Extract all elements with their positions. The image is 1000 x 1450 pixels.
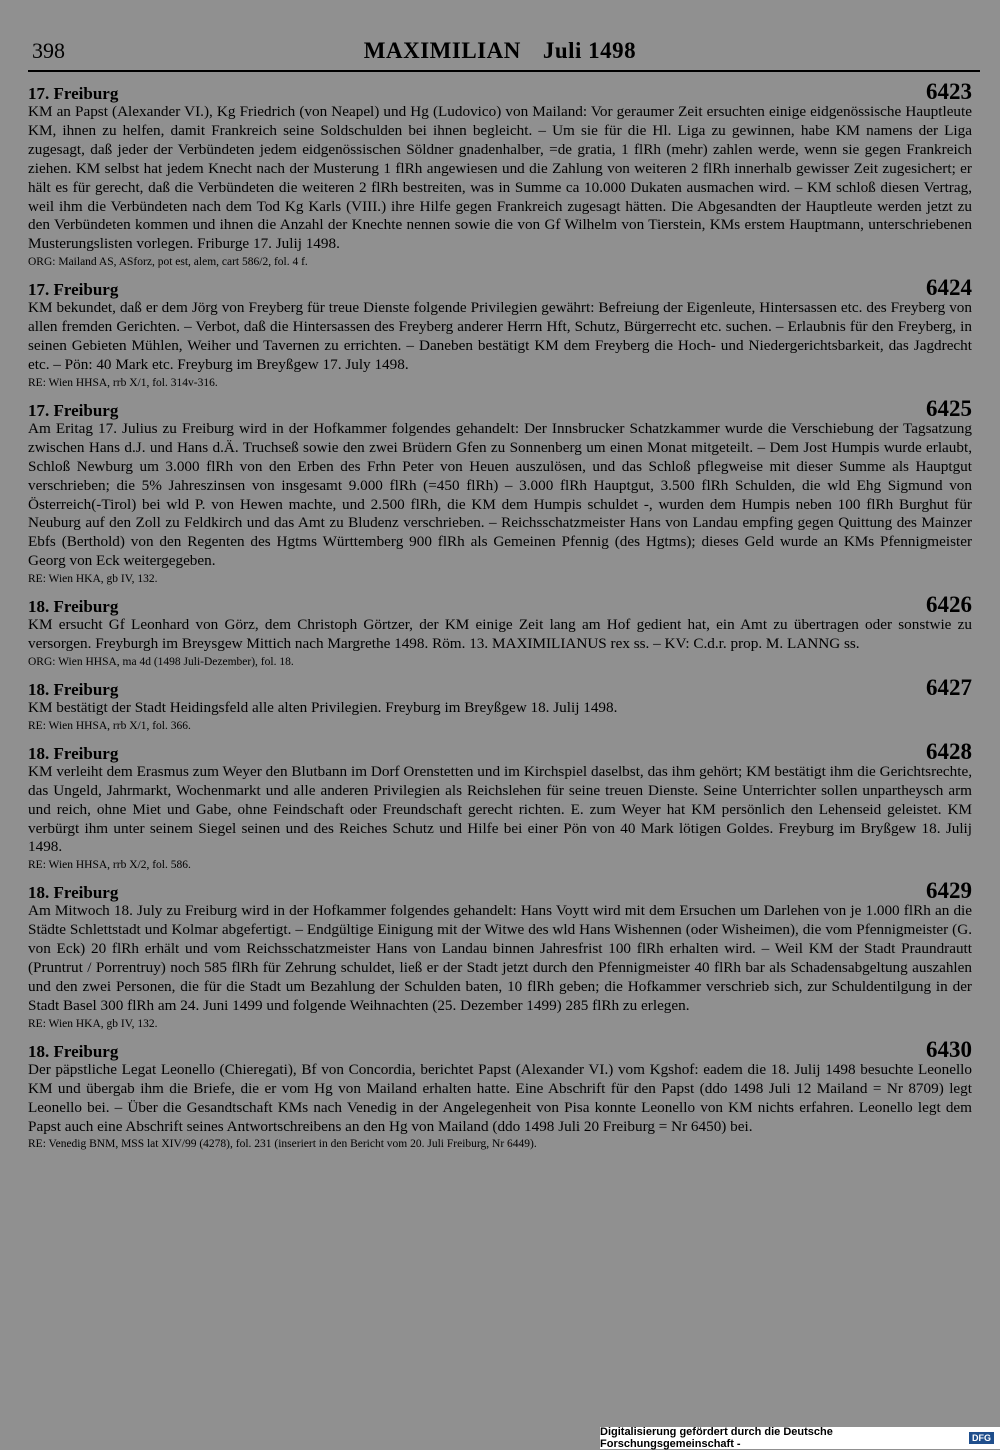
- entry-source: RE: Wien HKA, gb IV, 132.: [28, 1017, 158, 1030]
- entry-heading: [28, 592, 972, 618]
- entry-source: RE: Wien HHSA, rrb X/1, fol. 366.: [28, 719, 191, 732]
- entry-number: 6426: [926, 592, 972, 618]
- running-title-date: Juli 1498: [542, 38, 637, 63]
- regest-entry-6424: [28, 275, 972, 391]
- entry-heading: [28, 395, 972, 421]
- regest-entry-6426: [28, 592, 972, 670]
- entry-date-place: 18. Freiburg: [28, 743, 119, 763]
- entry-source: ORG: Mailand AS, ASforz, pot est, alem, cart 586/2, fol. 4 f.: [28, 256, 308, 269]
- entry-text: KM bestätigt der Stadt Heidingsfeld alle alten Privilegien. Freyburg im Breyßgew 18. Julij 1498.: [28, 698, 618, 716]
- footer-text: Digitalisierung gefördert durch die Deutsche Forschungsgemeinschaft -: [600, 1426, 833, 1450]
- entry-number: 6423: [926, 79, 972, 104]
- entry-text: Der päpstliche Legat Leonello (Chieregati), Bf von Concordia, berichtet Papst (Alexander VI.) vom Kgshof: eadem die 18. Julij 1498 besuchte Leonello KM und übergab ihm die Briefe, die er vom Hg von Mailand erhalten hatte. Eine Abschrift für den Papst (ddo 1498 Juli 12 Mailand = Nr 8709) legt Leonello bei. – Über die Gesandtschaft KMs nach Venedig in der Angelegenheit von Pisa konnte Leonello von KM nichts erfahren. Leonello legt dem Papst auch eine Abschrift seines Antwortschreibens an den Hg von Mailand (ddo 1498 Juli 20 Freiburg = Nr 6450) bei.: [28, 1060, 972, 1135]
- entry-heading: [28, 878, 972, 904]
- entry-date-place: 18. Freiburg: [28, 1041, 119, 1061]
- entry-heading: [28, 79, 972, 104]
- dfg-logo: DFG: [969, 1432, 994, 1444]
- entry-heading: [28, 738, 972, 764]
- entry-date-place: 17. Freiburg: [28, 280, 119, 300]
- page-number: 398: [32, 38, 65, 63]
- entry-heading: [28, 674, 972, 700]
- entry-date-place: 18. Freiburg: [28, 597, 119, 617]
- entry-number: 6428: [926, 738, 972, 764]
- entry-source: RE: Wien HKA, gb IV, 132.: [28, 573, 158, 586]
- regest-entry-6430: [28, 1036, 972, 1153]
- entry-number: 6425: [926, 395, 972, 421]
- entry-number: 6430: [926, 1036, 972, 1062]
- entry-source: RE: Venedig BNM, MSS lat XIV/99 (4278), fol. 231 (inseriert in den Bericht vom 20. Juli Freiburg, Nr 6449).: [28, 1138, 537, 1151]
- entry-text: KM verleiht dem Erasmus zum Weyer den Blutbann im Dorf Orenstetten und im Kirchspiel daselbst, das ihm gehört; KM bestätigt ihm die Gerichtsrechte, das Ungeld, Jahrmarkt, Wochenmarkt und alle anderen Privilegien als Reichslehen für seine treuen Dienste. Seine Unterrichter sollen unpartheysch arm und reich, ohne Miet und Gabe, ohne Feindschaft oder Freundschaft gerecht richten. E. zum Weyer hat KM persönlich den Lehenseid geleistet. KM verbürgt ihm unter seinem Siegel seinen und des Reiches Schutz und Hilfe bei einer Pön von 40 Mark lötigen Goldes. Freyburg im Bryßgew 18. Julij 1498.: [28, 762, 972, 856]
- entry-source: RE: Wien HHSA, rrb X/1, fol. 314v-316.: [28, 376, 218, 389]
- running-title: [28, 38, 972, 64]
- digitization-footer: [600, 1427, 1000, 1449]
- entry-source: RE: Wien HHSA, rrb X/2, fol. 586.: [28, 859, 191, 872]
- entry-date-place: 17. Freiburg: [28, 84, 119, 103]
- regest-entry-6429: [28, 878, 972, 1031]
- header-rule: [28, 70, 980, 72]
- running-title-name: MAXIMILIAN: [363, 38, 521, 63]
- entry-text: Am Eritag 17. Julius zu Freiburg wird in der Hofkammer folgendes gehandelt: Der Innsbrucker Schatzkammer wurde die Verschiebung der Tagsatzung zwischen Hans d.J. und Hans d.Ä. Truchseß sowie den zwei Brüdern Gfen zu Sonnenberg um einen Monat mitgeteilt. – Dem Jost Humpis wurde erlaubt, Schloß Newburg um 3.000 flRh von den Erben des Frhn Peter von Heuen auszulösen, und das Schloß pflegweise mit dieser Summe als Hauptgut verschrieben; die 5% Jahreszinsen von insgesamt 9.000 flRh (=450 flRh) – 3.000 flRh Hauptgut, 3.500 flRh Schulden, die wld Ehg Sigmund von Österreich(-Tirol) bei wld P. von Hewen machte, und 2.500 flRh, die KM dem Humpis schuldet -, wurden dem Humpis neben 100 flRh Burghut für Neuburg auf den Zoll zu Feldkirch und das Amt zu Bludenz verschrieben. – Reichsschatzmeister Hans von Landau empfing gegen Quittung des Mainzer Ebfs (Berthold) von den Regenten des Hgtms Württemberg 900 flRh als Gemeinen Pfennig (des Hgtms); dieses Geld wurde an KMs Pfennigmeister Georg von Eck weitergegeben.: [28, 419, 972, 570]
- running-header: [28, 38, 972, 66]
- entry-text: KM ersucht Gf Leonhard von Görz, dem Christoph Görtzer, der KM einige Zeit lang am Hof gedient hat, ein Amt zu übertragen oder sonstwie zu versorgen. Freyburgh im Breysgew Mittich nach Margrethe 1498. Röm. 13. MAXIMILIANUS rex ss. – KV: C.d.r. prop. M. LANNG ss.: [28, 616, 972, 653]
- regest-entry-6425: [28, 395, 972, 587]
- entry-number: 6429: [926, 878, 972, 904]
- regest-entry-6423: [28, 79, 972, 270]
- entry-text: KM bekundet, daß er dem Jörg von Freyberg für treue Dienste folgende Privilegien gewährt: Befreiung der Eigenleute, Hintersassen etc. des Freyberg von allen fremden Gerichten. – Verbot, daß die Hintersassen des Freyberg anderer Herrn Hft, Schutz, Bürgerrecht etc. suchen. – Erlaubnis für den Freyberg, in seinen Gebieten Mühlen, Weiher und Tavernen zu errichten. – Daneben bestätigt KM dem Freyberg die Hoch- und Niedergerichtsbarkeit, das Jagdrecht etc. – Pön: 40 Mark etc. Freyburg im Breyßgew 17. July 1498.: [28, 299, 972, 373]
- entry-date-place: 18. Freiburg: [28, 679, 119, 699]
- entry-heading: [28, 275, 972, 301]
- entry-text: KM an Papst (Alexander VI.), Kg Friedrich (von Neapel) und Hg (Ludovico) von Mailand: Vor geraumer Zeit ersuchten einige eidgenössische Hauptleute KM, ihnen zu helfen, damit Frankreich seine Soldschulden bei ihnen begleicht. – Um sie für die Hl. Liga zu gewinnen, habe KM namens der Liga zugesagt, daß jeder der Verbündeten jedem eidgenössischen Söldner gnadenhalber, =de gratia, 1 flRh (mehr) zahlen werde, wenn sie gegen Frankreich ziehen. KM selbst hat jedem Knecht nach der Musterung 1 flRh angewiesen und die Zahlung von weiteren 2 flRh innerhalb gewisser Zeit zugesichert; er hält es für gerecht, daß die Verbündeten die weiteren 2 flRh bestreiten, was in Summe ca 10.000 Dukaten ausmachen wird. – KM schloß diesen Vertrag, weil ihm die Verbündeten nach dem Tod Kg Karls (VIII.) ihre Hilfe gegen Frankreich zugesagt hätten. Die Abgesandten der Hauptleute werden jetzt zu den Verbündeten kommen und ihnen die Anzahl der Knechte nennen sowie die von Gf Wilhelm von Tierstein, KMs erstem Hauptmann, unterschriebenen Musterungslisten vorlegen. Friburge 17. Julij 1498.: [28, 103, 972, 253]
- entry-heading: [28, 1036, 972, 1062]
- entry-source: ORG: Wien HHSA, ma 4d (1498 Juli-Dezember), fol. 18.: [28, 655, 294, 668]
- entry-date-place: 17. Freiburg: [28, 400, 119, 420]
- entry-date-place: 18. Freiburg: [28, 883, 119, 903]
- regest-entry-6427: [28, 674, 972, 734]
- entry-text: Am Mitwoch 18. July zu Freiburg wird in der Hofkammer folgendes gehandelt: Hans Voytt wird mit dem Ersuchen um Darlehen von je 1.000 flRh an die Städte Schlettstadt und Kolmar abgefertigt. – Endgültige Einigung mit der Witwe des wld Hans Wishennen (oder Wisheimen), die vom Pfennigmeister (G. von Eck) 20 flRh erhält und vom Reichsschatzmeister Hans von Landau binnen Jahresfrist 100 flRh erhalten wird. – Weil KM der Stadt Praundrautt (Pruntrut / Porrentruy) noch 585 flRh für Zehrung schuldet, ließ er der Stadt jetzt durch den Pfennigmeister 40 flRh bar als Schadensabgeltung auszahlen und den zwei Personen, die für die Stadt um Bezahlung der Schulden baten, 10 flRh geben; die Hofkammer verschrieb sich, zur Schuldentilgung in der Stadt Basel 300 flRh am 24. Juni 1499 und folgende Weihnachten (25. Dezember 1499) 285 flRh zu erlegen.: [28, 902, 972, 1014]
- regest-entry-6428: [28, 738, 972, 874]
- entry-number: 6427: [926, 674, 972, 700]
- entry-number: 6424: [926, 275, 972, 301]
